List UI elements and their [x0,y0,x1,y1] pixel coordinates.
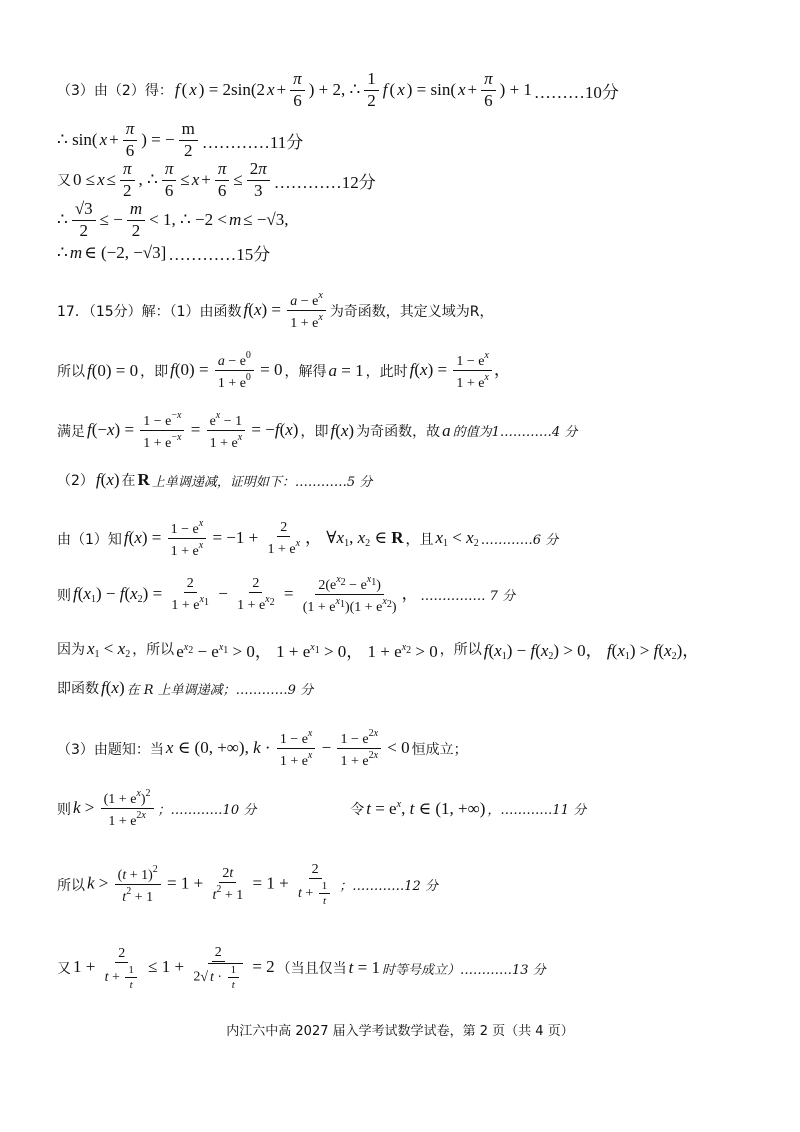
q17-part3-line3: 所以 k > $\frac{(t + 1)^2}{t^2 + 1}$ = 1 + $\frac{2t}{t^2 + 1}$ = 1 + 2 t + $\frac{1}{t}$ ；…………12 分 [57,862,438,908]
page-footer: 内江六中高 2027 届入学考试数学试卷，第 2 页（共 4 页） [226,1024,574,1039]
q17-part2-line1: （2） f(x) 在 R 上单调递减，证明如下：…………5 分 [57,470,373,490]
q17-part3-line1: （3）由题知：当 x ∈ (0, +∞), k · $\frac{1 - e^x}{1 + e^x}$ − $\frac{1 - e^{2x}}{1 + e^{2x}}$ < 0 恒成立； [57,728,468,770]
q17-part3-line4: 又 1 + 2 t + $\frac{1}{t}$ ≤ 1 + 2 2√ t · $\frac{1}{t}$ = 2 （当且仅当 t = 1 时等号成立）…………13 分 [57,945,546,992]
q17-line1: 17．（15分）解：（1）由函数 f(x) = $\frac{a - e^x}{1 + e^x}$ 为奇函数，其定义域为R， [57,290,494,332]
part3-line4: ∴ $\frac{√3}{2}$ ≤ − $\frac{m}{2}$ < 1, ∴ −2 < m ≤ −√3, [57,199,289,240]
q17-part2-line2: 由（1）知 f(x) = $\frac{1 - e^x}{1 + e^x}$ = −1 + $\frac{2}{1 + e^x}$ ， $\forall x_1$, $x_2$ ∈ R ，且 $x_1 < x_2$ …………6 分 [57,518,559,560]
part3-score10: ………10分 [533,82,619,102]
q17-line2: 所以 f(0) = 0 ，即 f(0) = $\frac{a - e^0}{1 + e^0}$ = 0 ，解得 a = 1 ，此时 f(x) = $\frac{1 - e^x}{1 + e^x}$ ， [57,350,511,392]
q17-part2-line3: 则 $f(x_1) - f(x_2)$ = $\frac{2}{1 + e^{x_1}}$ − $\frac{2}{1 + e^{x_2}}$ = $\frac{2(e^{x_2} - e^{x_1})}{(1 + e^{x_1})(1 + e^{x_2})}$ ， …………… 7 分 [57,574,516,616]
part3-line2: ∴ sin( x + $\frac{\pi}{6}$ ) = − $\frac{m}{2}$ …………11分 [57,119,304,160]
q17-line3: 满足 f(−x) = $\frac{1 - e^{-x}}{1 + e^{-x}}$ = $\frac{e^x - 1}{1 + e^x}$ = −f(x) ，即 f(x) 为奇函数，故 a 的值为1…………4 分 [57,410,578,452]
part3-score15: …………15分 [168,245,271,264]
part3-line1: （3）由（2）得： f ( x ) = 2sin(2 x + $\frac{\pi}{6}$ ) + 2, ∴ $\frac{1}{2}$ f ( x ) = sin( x + $\frac{\pi}{6}$ ) + 1 ………10分 [57,69,619,110]
part3-you: 又 [57,173,71,190]
part3-header: （3）由（2）得： [57,83,173,100]
q17-part2-line4: 因为 $x_1 < x_2$ ，所以 $e^{x_2} - e^{x_1} > 0$， $1 + e^{x_1} > 0$， $1 + e^{x_2} > 0$ ，所以 $f(x_1) - f(x_2) > 0$， $f(x_1) > f(x_2)$， [57,638,700,662]
part3-line5: ∴ m ∈ (−2, −√3] …………15分 [57,240,270,265]
q17-part2-line5: 即函数 f(x) 在 R 上单调递减；…………9 分 [57,678,314,698]
part3-score12: …………12分 [273,172,376,192]
part3-line3: 又 0 ≤ x ≤ $\frac{\pi}{2}$ , ∴ $\frac{\pi}{6}$ ≤ x + $\frac{\pi}{6}$ ≤ $\frac{2\pi}{3}$ …………12分 [57,159,376,200]
q17-part3-line2: 则 k > $\frac{(1 + e^x)^2}{1 + e^{2x}}$ ；…………10 分 令 $t = e^x$, t ∈ (1, +∞) ，…………11 分 [57,788,587,830]
part3-score11: …………11分 [201,132,304,152]
